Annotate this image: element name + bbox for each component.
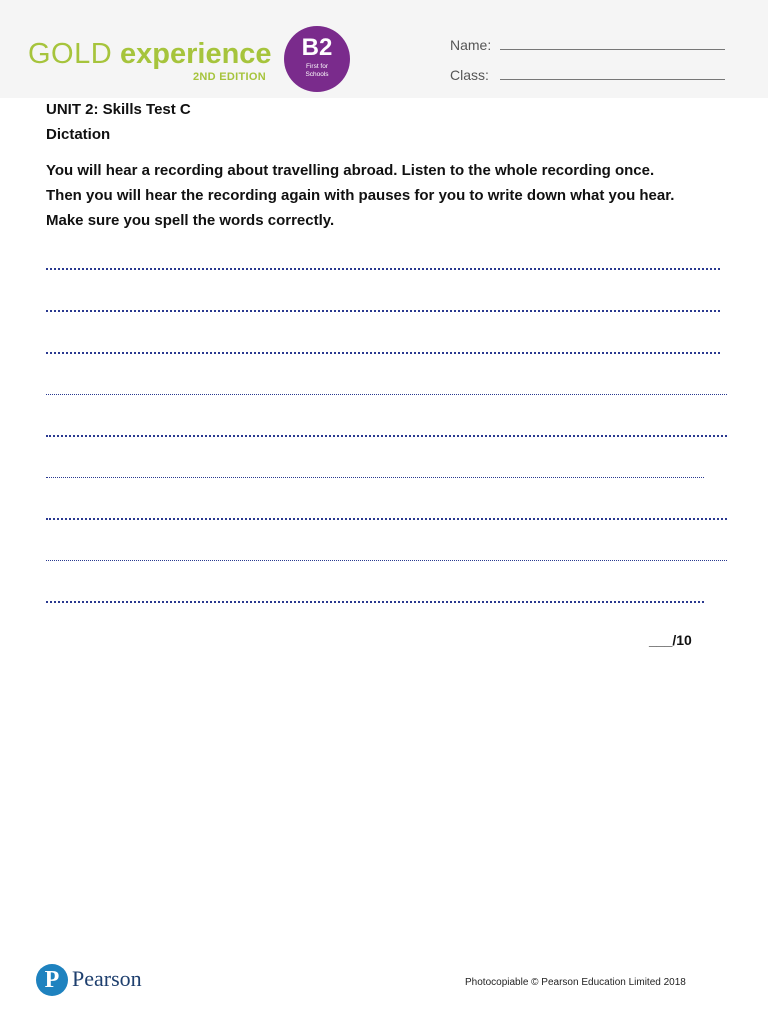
dictation-writing-line[interactable] (46, 310, 720, 312)
name-field-line[interactable] (500, 49, 725, 50)
instruction-line: Make sure you spell the words correctly. (46, 212, 335, 229)
score-box: ___/10 (649, 632, 692, 648)
dictation-writing-line[interactable] (46, 560, 727, 561)
unit-title: UNIT 2: Skills Test C (46, 101, 191, 118)
logo-edition-text: 2ND EDITION (193, 71, 266, 83)
instruction-line: Then you will hear the recording again with pauses for you to write down what you hear. (46, 187, 675, 204)
copyright-notice: Photocopiable © Pearson Education Limited 2018 (465, 977, 686, 988)
dictation-writing-line[interactable] (46, 518, 727, 520)
dictation-writing-line[interactable] (46, 394, 727, 395)
dictation-writing-line[interactable] (46, 435, 727, 437)
class-label: Class: (450, 67, 489, 83)
instruction-line: You will hear a recording about travelling abroad. Listen to the whole recording once. (46, 162, 655, 179)
logo-experience-text: experience (120, 38, 272, 70)
pearson-logo-icon: P (36, 964, 68, 996)
dictation-writing-line[interactable] (46, 268, 720, 270)
dictation-writing-line[interactable] (46, 477, 704, 478)
instructions (46, 158, 736, 233)
dictation-writing-line[interactable] (46, 352, 720, 354)
pearson-wordmark: Pearson (72, 966, 142, 991)
logo-gold-text: GOLD (28, 38, 113, 70)
class-field-line[interactable] (500, 79, 725, 80)
name-label: Name: (450, 37, 492, 53)
dictation-writing-line[interactable] (46, 601, 704, 603)
level-badge (284, 26, 350, 92)
badge-level-text: B2 (301, 34, 333, 61)
badge-subtitle: First for Schools (305, 63, 329, 78)
section-title: Dictation (46, 126, 111, 143)
